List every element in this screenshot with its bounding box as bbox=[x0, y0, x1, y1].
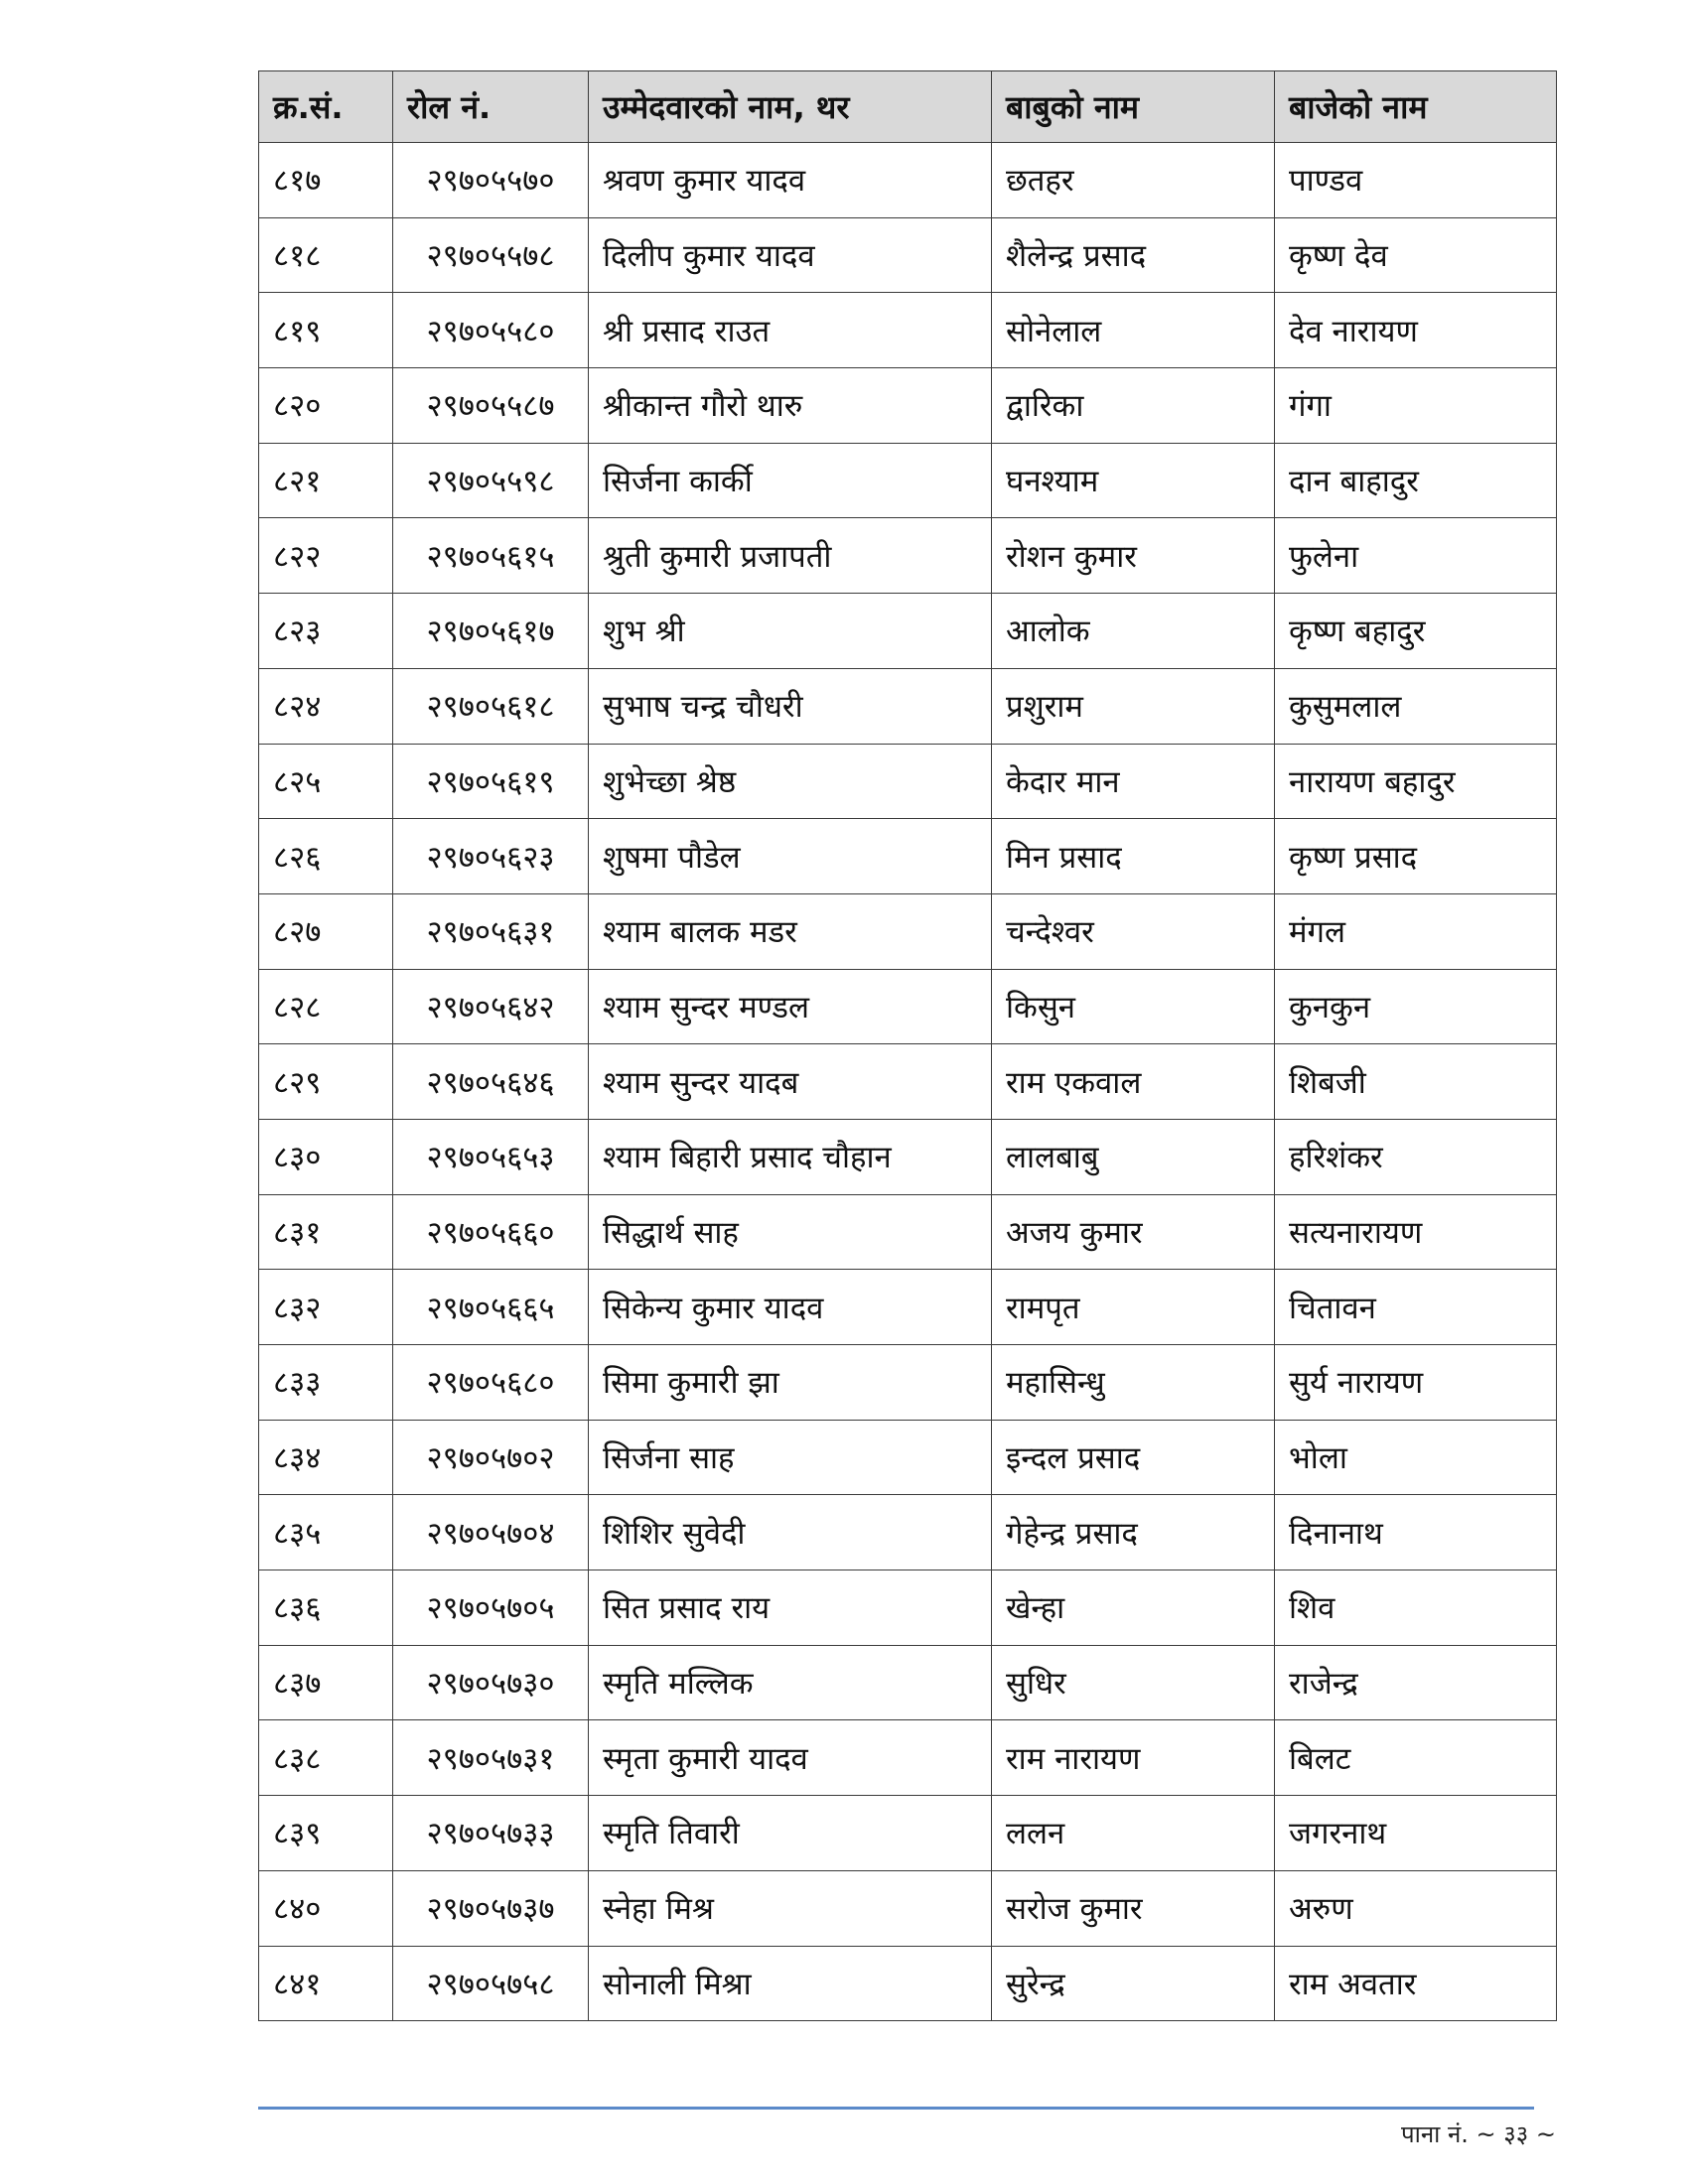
cell-grandfather-name: कुनकुन bbox=[1275, 969, 1557, 1044]
cell-grandfather-name: हरिशंकर bbox=[1275, 1119, 1557, 1194]
cell-serial: ८३१ bbox=[259, 1194, 393, 1270]
table-row bbox=[259, 443, 1557, 518]
cell-candidate-name: सिकेन्य कुमार यादव bbox=[589, 1270, 992, 1345]
cell-roll-number: २९७०५५८७ bbox=[393, 368, 589, 444]
cell-roll-number: २९७०५५७८ bbox=[393, 217, 589, 293]
cell-serial: ८१८ bbox=[259, 217, 393, 293]
cell-serial: ८३५ bbox=[259, 1495, 393, 1570]
table-row bbox=[259, 1270, 1557, 1345]
cell-roll-number: २९७०५६४२ bbox=[393, 969, 589, 1044]
cell-grandfather-name: राम अवतार bbox=[1275, 1946, 1557, 2021]
cell-candidate-name: श्रुती कुमारी प्रजापती bbox=[589, 518, 992, 594]
cell-roll-number: २९७०५७०२ bbox=[393, 1420, 589, 1495]
cell-serial: ८३८ bbox=[259, 1720, 393, 1796]
cell-father-name: किसुन bbox=[992, 969, 1275, 1044]
cell-father-name: घनश्याम bbox=[992, 443, 1275, 518]
cell-grandfather-name: शिव bbox=[1275, 1570, 1557, 1646]
cell-candidate-name: शुभेच्छा श्रेष्ठ bbox=[589, 744, 992, 819]
header-father-name: बाबुको नाम bbox=[992, 71, 1275, 143]
cell-serial: ८२७ bbox=[259, 893, 393, 969]
candidate-table bbox=[258, 70, 1557, 2021]
cell-grandfather-name: पाण्डव bbox=[1275, 143, 1557, 218]
cell-serial: ८३९ bbox=[259, 1796, 393, 1871]
table-row bbox=[259, 1495, 1557, 1570]
cell-roll-number: २९७०५७०५ bbox=[393, 1570, 589, 1646]
cell-roll-number: २९७०५६१७ bbox=[393, 594, 589, 669]
cell-grandfather-name: सत्यनारायण bbox=[1275, 1194, 1557, 1270]
table-row bbox=[259, 1796, 1557, 1871]
table-row bbox=[259, 1420, 1557, 1495]
cell-roll-number: २९७०५७५८ bbox=[393, 1946, 589, 2021]
cell-roll-number: २९७०५६१९ bbox=[393, 744, 589, 819]
cell-father-name: गेहेन्द्र प्रसाद bbox=[992, 1495, 1275, 1570]
table-row bbox=[259, 893, 1557, 969]
cell-roll-number: २९७०५६२३ bbox=[393, 819, 589, 894]
table-row bbox=[259, 1720, 1557, 1796]
cell-grandfather-name: बिलट bbox=[1275, 1720, 1557, 1796]
cell-father-name: सरोज कुमार bbox=[992, 1870, 1275, 1946]
cell-father-name: खेन्हा bbox=[992, 1570, 1275, 1646]
cell-roll-number: २९७०५५९८ bbox=[393, 443, 589, 518]
table-row bbox=[259, 518, 1557, 594]
cell-serial: ८३४ bbox=[259, 1420, 393, 1495]
cell-father-name: रामपृत bbox=[992, 1270, 1275, 1345]
cell-roll-number: २९७०५५७० bbox=[393, 143, 589, 218]
table-body bbox=[259, 143, 1557, 2021]
table-header bbox=[259, 71, 1557, 143]
cell-roll-number: २९७०५७३३ bbox=[393, 1796, 589, 1871]
cell-grandfather-name: जगरनाथ bbox=[1275, 1796, 1557, 1871]
cell-serial: ८२९ bbox=[259, 1044, 393, 1120]
cell-serial: ८२२ bbox=[259, 518, 393, 594]
document-page bbox=[258, 70, 1556, 2021]
cell-father-name: द्वारिका bbox=[992, 368, 1275, 444]
cell-father-name: राम नारायण bbox=[992, 1720, 1275, 1796]
cell-candidate-name: सिर्जना कार्की bbox=[589, 443, 992, 518]
cell-father-name: सुधिर bbox=[992, 1645, 1275, 1720]
cell-candidate-name: सित प्रसाद राय bbox=[589, 1570, 992, 1646]
header-candidate-name: उम्मेदवारको नाम, थर bbox=[589, 71, 992, 143]
cell-father-name: आलोक bbox=[992, 594, 1275, 669]
cell-serial: ८१७ bbox=[259, 143, 393, 218]
cell-father-name: शैलेन्द्र प्रसाद bbox=[992, 217, 1275, 293]
cell-father-name: अजय कुमार bbox=[992, 1194, 1275, 1270]
table-row bbox=[259, 668, 1557, 744]
cell-serial: ८२० bbox=[259, 368, 393, 444]
table-row bbox=[259, 293, 1557, 368]
cell-roll-number: २९७०५७०४ bbox=[393, 1495, 589, 1570]
cell-serial: ८३७ bbox=[259, 1645, 393, 1720]
page-number: पाना नं. ~ ३३ ~ bbox=[1400, 2120, 1556, 2148]
cell-grandfather-name: कृष्ण बहादुर bbox=[1275, 594, 1557, 669]
cell-candidate-name: सिर्जना साह bbox=[589, 1420, 992, 1495]
table-row bbox=[259, 744, 1557, 819]
cell-serial: ८३३ bbox=[259, 1345, 393, 1421]
header-serial: क्र.सं. bbox=[259, 71, 393, 143]
table-row bbox=[259, 1194, 1557, 1270]
table-row bbox=[259, 143, 1557, 218]
cell-serial: ८२१ bbox=[259, 443, 393, 518]
table-row bbox=[259, 217, 1557, 293]
cell-grandfather-name: चितावन bbox=[1275, 1270, 1557, 1345]
cell-grandfather-name: भोला bbox=[1275, 1420, 1557, 1495]
cell-grandfather-name: राजेन्द्र bbox=[1275, 1645, 1557, 1720]
cell-serial: ८४० bbox=[259, 1870, 393, 1946]
table-row bbox=[259, 1119, 1557, 1194]
cell-father-name: राम एकवाल bbox=[992, 1044, 1275, 1120]
cell-candidate-name: श्याम सुन्दर मण्डल bbox=[589, 969, 992, 1044]
cell-grandfather-name: अरुण bbox=[1275, 1870, 1557, 1946]
table-row bbox=[259, 594, 1557, 669]
cell-serial: ८३० bbox=[259, 1119, 393, 1194]
table-row bbox=[259, 1044, 1557, 1120]
cell-father-name: केदार मान bbox=[992, 744, 1275, 819]
cell-grandfather-name: फुलेना bbox=[1275, 518, 1557, 594]
cell-candidate-name: सुभाष चन्द्र चौधरी bbox=[589, 668, 992, 744]
table-row bbox=[259, 819, 1557, 894]
table-row bbox=[259, 368, 1557, 444]
cell-father-name: मिन प्रसाद bbox=[992, 819, 1275, 894]
cell-serial: ८४१ bbox=[259, 1946, 393, 2021]
cell-roll-number: २९७०५६८० bbox=[393, 1345, 589, 1421]
cell-grandfather-name: नारायण बहादुर bbox=[1275, 744, 1557, 819]
cell-candidate-name: शुभ श्री bbox=[589, 594, 992, 669]
cell-candidate-name: शिशिर सुवेदी bbox=[589, 1495, 992, 1570]
cell-grandfather-name: देव नारायण bbox=[1275, 293, 1557, 368]
header-row bbox=[259, 71, 1557, 143]
cell-serial: ८३६ bbox=[259, 1570, 393, 1646]
cell-roll-number: २९७०५७३० bbox=[393, 1645, 589, 1720]
cell-grandfather-name: मंगल bbox=[1275, 893, 1557, 969]
cell-roll-number: २९७०५६१५ bbox=[393, 518, 589, 594]
table-row bbox=[259, 969, 1557, 1044]
cell-candidate-name: सिमा कुमारी झा bbox=[589, 1345, 992, 1421]
table-row bbox=[259, 1570, 1557, 1646]
header-roll-number: रोल नं. bbox=[393, 71, 589, 143]
cell-father-name: छतहर bbox=[992, 143, 1275, 218]
cell-serial: ८३२ bbox=[259, 1270, 393, 1345]
cell-serial: ८२४ bbox=[259, 668, 393, 744]
cell-candidate-name: श्रीकान्त गौरो थारु bbox=[589, 368, 992, 444]
cell-grandfather-name: गंगा bbox=[1275, 368, 1557, 444]
table-row bbox=[259, 1645, 1557, 1720]
cell-candidate-name: श्री प्रसाद राउत bbox=[589, 293, 992, 368]
cell-father-name: लालबाबु bbox=[992, 1119, 1275, 1194]
cell-candidate-name: दिलीप कुमार यादव bbox=[589, 217, 992, 293]
cell-father-name: सुरेन्द्र bbox=[992, 1946, 1275, 2021]
cell-father-name: ललन bbox=[992, 1796, 1275, 1871]
cell-roll-number: २९७०५७३१ bbox=[393, 1720, 589, 1796]
cell-candidate-name: श्रवण कुमार यादव bbox=[589, 143, 992, 218]
cell-serial: ८२३ bbox=[259, 594, 393, 669]
cell-father-name: रोशन कुमार bbox=[992, 518, 1275, 594]
cell-father-name: महासिन्धु bbox=[992, 1345, 1275, 1421]
cell-roll-number: २९७०५५८० bbox=[393, 293, 589, 368]
cell-candidate-name: शुषमा पौडेल bbox=[589, 819, 992, 894]
cell-father-name: इन्दल प्रसाद bbox=[992, 1420, 1275, 1495]
cell-grandfather-name: कृष्ण देव bbox=[1275, 217, 1557, 293]
cell-candidate-name: सोनाली मिश्रा bbox=[589, 1946, 992, 2021]
table-row bbox=[259, 1345, 1557, 1421]
cell-candidate-name: श्याम बिहारी प्रसाद चौहान bbox=[589, 1119, 992, 1194]
cell-roll-number: २९७०५६३१ bbox=[393, 893, 589, 969]
cell-candidate-name: स्नेहा मिश्र bbox=[589, 1870, 992, 1946]
cell-serial: ८२६ bbox=[259, 819, 393, 894]
cell-father-name: प्रशुराम bbox=[992, 668, 1275, 744]
header-grandfather-name: बाजेको नाम bbox=[1275, 71, 1557, 143]
cell-grandfather-name: शिबजी bbox=[1275, 1044, 1557, 1120]
cell-roll-number: २९७०५६६० bbox=[393, 1194, 589, 1270]
cell-candidate-name: सिद्धार्थ साह bbox=[589, 1194, 992, 1270]
cell-candidate-name: स्मृति मल्लिक bbox=[589, 1645, 992, 1720]
cell-candidate-name: श्याम बालक मडर bbox=[589, 893, 992, 969]
cell-roll-number: २९७०५७३७ bbox=[393, 1870, 589, 1946]
cell-father-name: सोनेलाल bbox=[992, 293, 1275, 368]
cell-grandfather-name: कृष्ण प्रसाद bbox=[1275, 819, 1557, 894]
cell-grandfather-name: सुर्य नारायण bbox=[1275, 1345, 1557, 1421]
cell-roll-number: २९७०५६१८ bbox=[393, 668, 589, 744]
cell-candidate-name: स्मृता कुमारी यादव bbox=[589, 1720, 992, 1796]
cell-serial: ८२८ bbox=[259, 969, 393, 1044]
cell-roll-number: २९७०५६६५ bbox=[393, 1270, 589, 1345]
cell-roll-number: २९७०५६५३ bbox=[393, 1119, 589, 1194]
cell-candidate-name: स्मृति तिवारी bbox=[589, 1796, 992, 1871]
cell-roll-number: २९७०५६४६ bbox=[393, 1044, 589, 1120]
cell-father-name: चन्देश्वर bbox=[992, 893, 1275, 969]
table-row bbox=[259, 1870, 1557, 1946]
footer-divider bbox=[258, 2107, 1534, 2110]
cell-grandfather-name: दिनानाथ bbox=[1275, 1495, 1557, 1570]
cell-serial: ८२५ bbox=[259, 744, 393, 819]
cell-candidate-name: श्याम सुन्दर यादब bbox=[589, 1044, 992, 1120]
cell-grandfather-name: कुसुमलाल bbox=[1275, 668, 1557, 744]
cell-serial: ८१९ bbox=[259, 293, 393, 368]
cell-grandfather-name: दान बाहादुर bbox=[1275, 443, 1557, 518]
table-row bbox=[259, 1946, 1557, 2021]
